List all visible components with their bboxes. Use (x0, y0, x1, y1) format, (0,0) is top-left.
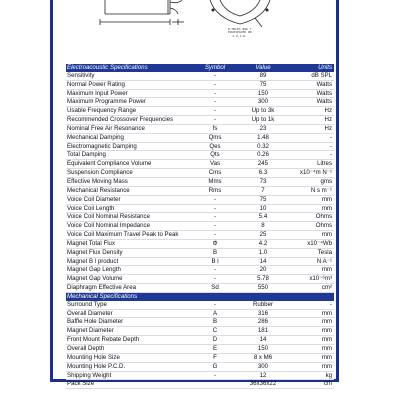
spec-value: 10 (238, 204, 288, 213)
spec-row (66, 116, 334, 125)
spec-row (66, 257, 334, 266)
spec-row (66, 248, 334, 257)
technical-drawing (50, 0, 339, 63)
spec-symbol: - (192, 89, 238, 98)
spec-unit: Hz (288, 116, 334, 125)
spec-row (66, 309, 334, 318)
spec-row (66, 142, 334, 151)
spec-name: Pack Size (66, 380, 192, 389)
spec-value: 89 (238, 72, 288, 80)
spec-name: Magnet Gap Volume (66, 275, 192, 284)
spec-name: Baffle Hole Diameter (66, 318, 192, 327)
electroacoustic-header (66, 64, 334, 72)
spec-unit: cm (288, 380, 334, 389)
spec-symbol: Rms (192, 186, 238, 195)
spec-row (66, 380, 334, 389)
spec-name: Overall Depth (66, 345, 192, 354)
spec-row (66, 124, 334, 133)
spec-row (66, 133, 334, 142)
spec-name: Shipping Weight (66, 371, 192, 380)
spec-unit: N A⁻¹ (288, 257, 334, 266)
value-header: Value (238, 64, 288, 72)
speaker-outline-drawing (50, 0, 339, 63)
spec-symbol: C (192, 327, 238, 336)
spec-table (66, 64, 334, 389)
spec-unit: - (288, 301, 334, 309)
spec-symbol: - (192, 231, 238, 240)
spec-value: 5.78 (238, 275, 288, 284)
spec-row (66, 371, 334, 380)
mechanical-section (66, 292, 334, 388)
spec-value: Up to 3k (238, 107, 288, 116)
spec-symbol: - (192, 80, 238, 89)
spec-value: 300 (238, 362, 288, 371)
spec-unit: mm (288, 309, 334, 318)
spec-name: Voice Coil Diameter (66, 195, 192, 204)
spec-name: Sensitivity (66, 72, 192, 80)
spec-value: 1.0 (238, 248, 288, 257)
spec-symbol: F (192, 353, 238, 362)
spec-name: Total Damping (66, 151, 192, 160)
spec-symbol: - (192, 195, 238, 204)
spec-unit: mm (288, 362, 334, 371)
spec-row (66, 345, 334, 354)
spec-value: 6.3 (238, 169, 288, 178)
spec-unit: mm (288, 336, 334, 345)
spec-symbol: E (192, 345, 238, 354)
spec-name: Overall Diameter (66, 309, 192, 318)
spec-unit: Ohms (288, 222, 334, 231)
spec-name: Magnet B l product (66, 257, 192, 266)
spec-value: 8 x M6 (238, 353, 288, 362)
spec-symbol (192, 380, 238, 389)
spec-row (66, 266, 334, 275)
spec-symbol: B (192, 318, 238, 327)
spec-unit: Hz (288, 124, 334, 133)
spec-symbol: Qms (192, 133, 238, 142)
spec-name: Magnet Total Flux (66, 239, 192, 248)
symbol-header: Symbol (192, 64, 238, 72)
spec-value: 23 (238, 124, 288, 133)
spec-unit: mm (288, 266, 334, 275)
spec-unit: Watts (288, 98, 334, 107)
spec-unit: mm (288, 345, 334, 354)
spec-name: Recommended Crossover Frequencies (66, 116, 192, 125)
spec-unit: mm (288, 318, 334, 327)
spec-symbol: B (192, 248, 238, 257)
spec-value: 550 (238, 284, 288, 293)
spec-value: 20 (238, 266, 288, 275)
note-line: A P.C.D. (232, 33, 247, 38)
spec-name: Nominal Free Air Resonance (66, 124, 192, 133)
spec-name: Mechanical Damping (66, 133, 192, 142)
spec-value: 14 (238, 336, 288, 345)
spec-value: 8 (238, 222, 288, 231)
spec-symbol: - (192, 301, 238, 309)
spec-row (66, 204, 334, 213)
spec-row (66, 177, 334, 186)
spec-unit: mm (288, 327, 334, 336)
spec-symbol: Qes (192, 142, 238, 151)
spec-row (66, 239, 334, 248)
spec-name: Magnet Diameter (66, 327, 192, 336)
spec-row (66, 72, 334, 80)
spec-name: Maximum Programme Power (66, 98, 192, 107)
spec-value: 245 (238, 160, 288, 169)
spec-unit: mm (288, 353, 334, 362)
mechanical-header (66, 292, 334, 300)
spec-unit: Litres (288, 160, 334, 169)
spec-value: 73 (238, 177, 288, 186)
spec-value: 1.48 (238, 133, 288, 142)
units-header: Units (288, 64, 334, 72)
spec-unit: kg (288, 371, 334, 380)
spec-unit: Ohms (288, 213, 334, 222)
spec-unit: Hz (288, 107, 334, 116)
spec-name: Voice Coil Nominal Impedance (66, 222, 192, 231)
spec-row (66, 213, 334, 222)
note-line: 8 HOLES 8mm ? (228, 27, 252, 31)
spec-symbol: Φ (192, 239, 238, 248)
spec-symbol: B l (192, 257, 238, 266)
spec-symbol: D (192, 336, 238, 345)
spec-name: Mounting Hole Size (66, 353, 192, 362)
spec-name: Normal Power Rating (66, 80, 192, 89)
spec-unit: Watts (288, 89, 334, 98)
spec-symbol: - (192, 204, 238, 213)
spec-name: Equivalent Compliance Volume (66, 160, 192, 169)
spec-value: 0.26 (238, 151, 288, 160)
spec-value: Rubber (238, 301, 288, 309)
spec-value: 300 (238, 98, 288, 107)
spec-row (66, 151, 334, 160)
spec-value: 75 (238, 195, 288, 204)
spec-row (66, 327, 334, 336)
spec-name: Voice Coil Length (66, 204, 192, 213)
spec-name: Mechanical Resistance (66, 186, 192, 195)
spec-unit: x10⁻⁶m³ (288, 275, 334, 284)
spec-symbol: fs (192, 124, 238, 133)
spec-row (66, 231, 334, 240)
spec-name: Effective Moving Mass (66, 177, 192, 186)
spec-row (66, 353, 334, 362)
spec-unit: Watts (288, 80, 334, 89)
spec-row (66, 195, 334, 204)
spec-symbol: - (192, 107, 238, 116)
spec-row (66, 80, 334, 89)
spec-value: 181 (238, 327, 288, 336)
spec-symbol: Sd (192, 284, 238, 293)
spec-row (66, 275, 334, 284)
spec-symbol: A (192, 309, 238, 318)
spec-name: Magnet Flux Density (66, 248, 192, 257)
spec-symbol: - (192, 72, 238, 80)
note-line: EQUISPACED ON (228, 30, 252, 35)
spec-symbol: - (192, 275, 238, 284)
spec-row (66, 107, 334, 116)
spec-value: 25 (238, 231, 288, 240)
spec-name: Maximum Input Power (66, 89, 192, 98)
spec-symbol: Cms (192, 169, 238, 178)
spec-row (66, 301, 334, 309)
spec-name: Front Mount Rebate Depth (66, 336, 192, 345)
spec-value: Up to 1k (238, 116, 288, 125)
spec-unit: mm (288, 195, 334, 204)
spec-unit: mm (288, 231, 334, 240)
spec-value: 150 (238, 345, 288, 354)
spec-row (66, 160, 334, 169)
spec-unit: x10⁻⁴Wb (288, 239, 334, 248)
spec-value: 150 (238, 89, 288, 98)
spec-unit: N s m⁻¹ (288, 186, 334, 195)
spec-name: Diaphragm Effective Area (66, 284, 192, 293)
spec-symbol: Mms (192, 177, 238, 186)
spec-row (66, 362, 334, 371)
spec-symbol: - (192, 213, 238, 222)
spec-value: 7 (238, 186, 288, 195)
spec-unit: x10⁻⁴m N⁻¹ (288, 169, 334, 178)
spec-name: Usable Frequency Range (66, 107, 192, 116)
spec-row (66, 336, 334, 345)
spec-value: 14 (238, 257, 288, 266)
spec-name: Suspension Compliance (66, 169, 192, 178)
spec-unit: - (288, 151, 334, 160)
spec-unit: - (288, 133, 334, 142)
section-title: Mechanical Specifications (66, 292, 192, 300)
spec-unit: dB SPL (288, 72, 334, 80)
spec-value: 75 (238, 80, 288, 89)
spec-row (66, 169, 334, 178)
spec-unit: mm (288, 204, 334, 213)
spec-value: 4.2 (238, 239, 288, 248)
spec-symbol: Vas (192, 160, 238, 169)
spec-name: Electromagnetic Damping (66, 142, 192, 151)
spec-unit: cm² (288, 284, 334, 293)
spec-name: Voice Coil Maximum Travel Peak to Peak (66, 231, 192, 240)
spec-symbol: - (192, 116, 238, 125)
spec-value: 36x36x22 (238, 380, 288, 389)
spec-symbol: - (192, 222, 238, 231)
spec-name: Magnet Gap Length (66, 266, 192, 275)
spec-symbol: G (192, 362, 238, 371)
section-title: Electroacoustic Specifications (66, 64, 192, 72)
spec-value: 286 (238, 318, 288, 327)
spec-row (66, 318, 334, 327)
spec-row (66, 222, 334, 231)
spec-name: Voice Coil Nominal Resistance (66, 213, 192, 222)
spec-unit: gms (288, 177, 334, 186)
spec-row (66, 98, 334, 107)
spec-symbol: - (192, 266, 238, 275)
spec-value: 12 (238, 371, 288, 380)
spec-row (66, 89, 334, 98)
spec-name: Mounting Hole P.C.D. (66, 362, 192, 371)
spec-symbol: Qts (192, 151, 238, 160)
spec-symbol: - (192, 98, 238, 107)
spec-value: 316 (238, 309, 288, 318)
spec-unit: - (288, 142, 334, 151)
mounting-hole-note (228, 28, 251, 38)
spec-value: 5.4 (238, 213, 288, 222)
spec-symbol: - (192, 371, 238, 380)
electroacoustic-section (66, 64, 334, 292)
spec-name: Surround Type (66, 301, 192, 309)
spec-row (66, 284, 334, 293)
spec-unit: Tesla (288, 248, 334, 257)
spec-row (66, 186, 334, 195)
spec-value: 0.32 (238, 142, 288, 151)
